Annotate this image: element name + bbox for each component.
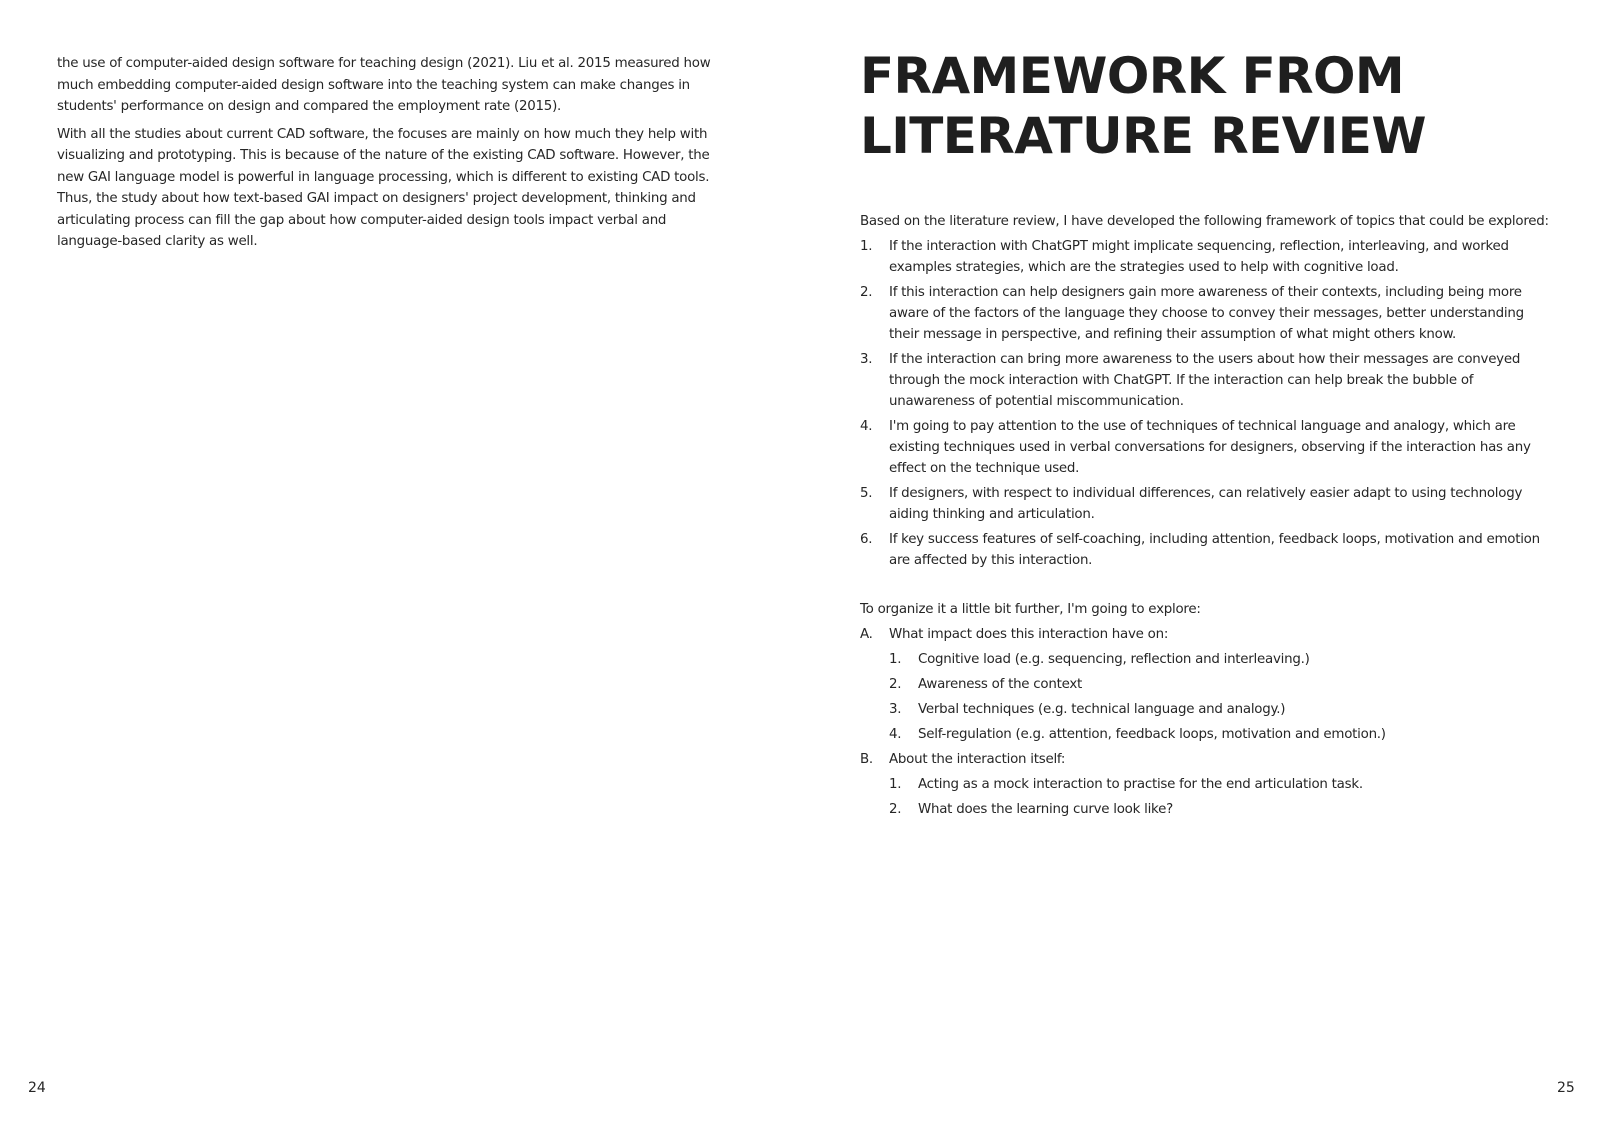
framework-item-number: 3. xyxy=(860,352,873,367)
section-b-label: About the interaction itself: xyxy=(889,752,1066,767)
framework-item-number: 6. xyxy=(860,532,873,547)
sub-item-number: 2. xyxy=(889,802,902,817)
framework-item-number: 5. xyxy=(860,486,873,501)
sub-item-text: What does the learning curve look like? xyxy=(918,802,1173,817)
sub-item xyxy=(860,674,1552,695)
sub-item xyxy=(860,724,1552,745)
sub-item-number: 3. xyxy=(889,702,902,717)
section-a-label: What impact does this interaction have on: xyxy=(889,627,1169,642)
section-b-items xyxy=(860,774,1552,820)
sub-item-text: Self-regulation (e.g. attention, feedback loops, motivation and emotion.) xyxy=(918,727,1386,742)
framework-item-text: If the interaction with ChatGPT might implicate sequencing, reflection, interleaving, and worked examples strategies, which are the strategies used to help with cognitive load. xyxy=(889,239,1509,275)
sub-item-text: Cognitive load (e.g. sequencing, reflection and interleaving.) xyxy=(918,652,1310,667)
page-number-left: 24 xyxy=(28,1080,46,1096)
explore-list xyxy=(860,624,1552,645)
section-b xyxy=(860,749,1552,770)
sub-item-number: 4. xyxy=(889,727,902,742)
framework-item xyxy=(860,529,1552,571)
sub-item xyxy=(860,799,1552,820)
sub-item xyxy=(860,699,1552,720)
sub-item-number: 1. xyxy=(889,652,902,667)
framework-item-text: If the interaction can bring more awareness to the users about how their messages are conveyed through the mock interaction with ChatGPT. If the interaction can help break the bubble of unawareness of potential miscommunication. xyxy=(889,352,1521,409)
organize-intro: To organize it a little bit further, I'm going to explore: xyxy=(860,602,1201,617)
framework-item xyxy=(860,483,1552,525)
framework-item xyxy=(860,416,1552,479)
framework-item xyxy=(860,349,1552,412)
section-a xyxy=(860,624,1552,645)
framework-item xyxy=(860,236,1552,278)
sub-item-number: 1. xyxy=(889,777,902,792)
left-page-body xyxy=(57,53,732,259)
section-a-items xyxy=(860,649,1552,745)
framework-item xyxy=(860,282,1552,345)
left-paragraph-1: the use of computer-aided design software for teaching design (2021). Liu et al. 2015 measured how much embedding computer-aided design software into the teaching system can make changes in students' performance on design and compared the employment rate (2015). xyxy=(57,56,711,114)
framework-item-number: 4. xyxy=(860,419,873,434)
section-a-letter: A. xyxy=(860,627,873,642)
section-title: FRAMEWORK FROM LITERATURE REVIEW xyxy=(860,47,1426,165)
framework-intro: Based on the literature review, I have developed the following framework of topics that could be explored: xyxy=(860,214,1549,229)
sub-item xyxy=(860,649,1552,670)
framework-item-text: If key success features of self-coaching, including attention, feedback loops, motivation and emotion are affected by this interaction. xyxy=(889,532,1540,568)
framework-item-number: 2. xyxy=(860,285,873,300)
framework-list xyxy=(860,236,1552,571)
sub-item-text: Acting as a mock interaction to practise for the end articulation task. xyxy=(918,777,1363,792)
sub-item-text: Awareness of the context xyxy=(918,677,1083,692)
framework-item-number: 1. xyxy=(860,239,873,254)
page-number-right: 25 xyxy=(1557,1080,1575,1096)
left-paragraph-2: With all the studies about current CAD software, the focuses are mainly on how much they help with visualizing and prototyping. This is because of the nature of the existing CAD software. However, the new GAI language model is powerful in language processing, which is different to existing CAD tools. Thus, the study about how text-based GAI impact on designers' project development, thinking and articulating process can fill the gap about how computer-aided design tools impact verbal and language-based clarity as well. xyxy=(57,126,710,249)
framework-item-text: I'm going to pay attention to the use of techniques of technical language and analogy, which are existing techniques used in verbal conversations for designers, observing if the interaction has any effect on the technique used. xyxy=(889,419,1531,476)
sub-item xyxy=(860,774,1552,795)
section-b-letter: B. xyxy=(860,752,873,767)
sub-item-number: 2. xyxy=(889,677,902,692)
framework-item-text: If designers, with respect to individual differences, can relatively easier adapt to using technology aiding thinking and articulation. xyxy=(889,486,1523,522)
framework-item-text: If this interaction can help designers gain more awareness of their contexts, including being more aware of the factors of the language they choose to convey their messages, better understanding their message in perspective, and refining their assumption of what might others know. xyxy=(889,285,1524,342)
explore-list-b xyxy=(860,749,1552,770)
right-page-body xyxy=(860,211,1552,824)
sub-item-text: Verbal techniques (e.g. technical language and analogy.) xyxy=(918,702,1286,717)
